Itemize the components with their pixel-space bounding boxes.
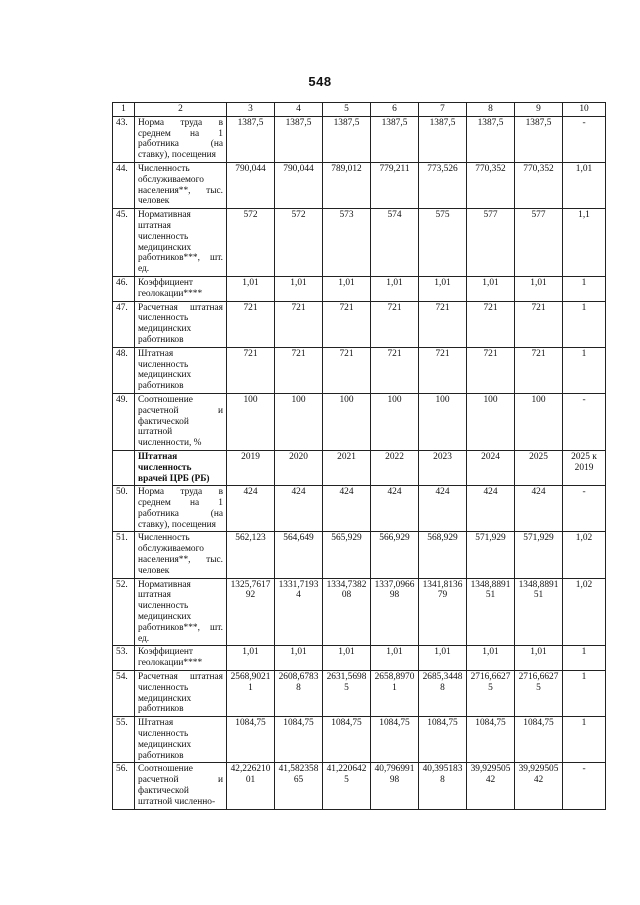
value-cell: 1084,75 [275,717,323,763]
value-cell: 424 [275,486,323,532]
value-cell: 1,01 [467,276,515,301]
row-label: Коэффициент геолокации**** [135,276,227,301]
section-title: Штатная численность врачей ЦРБ (РБ) [135,450,227,485]
value-cell: - [563,116,606,162]
table-row [113,717,606,763]
column-number: 4 [275,103,323,117]
value-cell: 566,929 [371,532,419,578]
table-row [113,347,606,393]
value-cell: 1 [563,276,606,301]
value-cell: 1,01 [563,162,606,208]
column-number: 10 [563,103,606,117]
value-cell: 424 [467,486,515,532]
value-cell: 770,352 [467,162,515,208]
value-cell: 721 [323,301,371,347]
value-cell: 424 [419,486,467,532]
value-cell: 1,1 [563,209,606,277]
table-row [113,276,606,301]
value-cell: 1,01 [275,646,323,671]
table-row [113,162,606,208]
value-cell: 1084,75 [419,717,467,763]
value-cell: 1084,75 [371,717,419,763]
value-cell: 721 [323,347,371,393]
value-cell: 1341,813679 [419,578,467,646]
row-number: 51. [113,532,135,578]
value-cell: 424 [371,486,419,532]
value-cell: 1,01 [371,646,419,671]
table-row [113,393,606,450]
value-cell: 1 [563,671,606,717]
value-cell: 1331,71934 [275,578,323,646]
column-number: 7 [419,103,467,117]
value-cell: 100 [275,393,323,450]
table-row [113,671,606,717]
value-cell: 2685,34488 [419,671,467,717]
value-cell: - [563,763,606,809]
value-cell: 1084,75 [323,717,371,763]
value-cell: 721 [419,347,467,393]
row-number: 47. [113,301,135,347]
value-cell: 1084,75 [227,717,275,763]
row-label: Нормативная штатная численность медицинских работников***, шт. ед. [135,209,227,277]
value-cell: 1,01 [227,646,275,671]
value-cell: 41,58235865 [275,763,323,809]
value-cell: 577 [515,209,563,277]
value-cell: 2716,66275 [467,671,515,717]
value-cell: 568,929 [419,532,467,578]
value-cell: 1,01 [323,276,371,301]
value-cell: 2568,90211 [227,671,275,717]
row-number: 48. [113,347,135,393]
value-cell: 790,044 [275,162,323,208]
row-label: Численность обслуживаемого населения**, тыс. человек [135,532,227,578]
row-label: Численность обслуживаемого населения**, тыс. человек [135,162,227,208]
year-cell: 2024 [467,450,515,485]
value-cell: 100 [371,393,419,450]
value-cell: 1337,096698 [371,578,419,646]
value-cell: 39,92950542 [515,763,563,809]
table-row [113,763,606,809]
value-cell: 1348,889151 [515,578,563,646]
value-cell: 721 [515,301,563,347]
table-row [113,209,606,277]
value-cell: 721 [227,347,275,393]
value-cell: 1,01 [371,276,419,301]
row-number: 52. [113,578,135,646]
value-cell: 40,3951838 [419,763,467,809]
value-cell: 721 [227,301,275,347]
value-cell: 1 [563,717,606,763]
value-cell: 1,01 [467,646,515,671]
column-number: 2 [135,103,227,117]
value-cell: 574 [371,209,419,277]
year-cell: 2025 к 2019 [563,450,606,485]
value-cell: 424 [515,486,563,532]
value-cell: 41,2206425 [323,763,371,809]
year-cell: 2019 [227,450,275,485]
column-number: 1 [113,103,135,117]
value-cell: 1 [563,646,606,671]
value-cell: 1387,5 [419,116,467,162]
value-cell: 1,02 [563,532,606,578]
value-cell: 100 [323,393,371,450]
row-label: Норма труда в среднем на 1 работника (на ставку), посещения [135,116,227,162]
value-cell: 572 [227,209,275,277]
value-cell: 100 [467,393,515,450]
column-number: 5 [323,103,371,117]
value-cell: 1,01 [419,276,467,301]
table-row [113,532,606,578]
year-cell: 2023 [419,450,467,485]
value-cell: 565,929 [323,532,371,578]
value-cell: 2631,56985 [323,671,371,717]
value-cell: 1387,5 [227,116,275,162]
value-cell: 1387,5 [275,116,323,162]
value-cell: 572 [275,209,323,277]
value-cell: 571,929 [515,532,563,578]
table-row [113,301,606,347]
value-cell: 40,79699198 [371,763,419,809]
column-number: 9 [515,103,563,117]
value-cell: 790,044 [227,162,275,208]
value-cell: 1334,738208 [323,578,371,646]
year-cell: 2020 [275,450,323,485]
value-cell: 721 [275,347,323,393]
value-cell: 1387,5 [371,116,419,162]
row-label: Расчетная штатная численность медицинских работников [135,301,227,347]
value-cell: 424 [227,486,275,532]
value-cell: 2608,67838 [275,671,323,717]
value-cell: 562,123 [227,532,275,578]
table-row [113,486,606,532]
row-number: 43. [113,116,135,162]
row-label: Коэффициент геолокации**** [135,646,227,671]
value-cell: 100 [515,393,563,450]
value-cell: 1,01 [419,646,467,671]
value-cell: 779,211 [371,162,419,208]
value-cell: 1 [563,347,606,393]
row-label: Норма труда в среднем на 1 работника (на ставку), посещения [135,486,227,532]
section-header-row [113,450,606,485]
value-cell: 1,01 [515,646,563,671]
value-cell: 1 [563,301,606,347]
row-number: 46. [113,276,135,301]
row-label: Нормативная штатная численность медицинских работников***, шт. ед. [135,578,227,646]
value-cell: 1325,761792 [227,578,275,646]
value-cell: 721 [419,301,467,347]
value-cell: 424 [323,486,371,532]
value-cell: 721 [467,347,515,393]
value-cell: 42,22621001 [227,763,275,809]
year-cell: 2022 [371,450,419,485]
value-cell: 1084,75 [467,717,515,763]
value-cell: 789,012 [323,162,371,208]
value-cell: 39,92950542 [467,763,515,809]
column-number: 3 [227,103,275,117]
row-number: 50. [113,486,135,532]
column-number-row [113,103,606,117]
column-number: 8 [467,103,515,117]
value-cell: 573 [323,209,371,277]
page-number: 548 [308,74,332,89]
value-cell: 571,929 [467,532,515,578]
table-row [113,116,606,162]
value-cell: 1,01 [323,646,371,671]
value-cell: 1,01 [515,276,563,301]
value-cell: 721 [371,347,419,393]
column-number: 6 [371,103,419,117]
value-cell: 1387,5 [515,116,563,162]
year-cell: 2025 [515,450,563,485]
value-cell: 721 [275,301,323,347]
value-cell: 1,01 [275,276,323,301]
row-number: 44. [113,162,135,208]
value-cell: 1348,889151 [467,578,515,646]
row-label: Расчетная штатная численность медицинских работников [135,671,227,717]
table-row [113,578,606,646]
row-label: Штатная численность медицинских работников [135,717,227,763]
value-cell: 773,526 [419,162,467,208]
row-number: 49. [113,393,135,450]
row-number: 55. [113,717,135,763]
value-cell: 100 [419,393,467,450]
row-number: 53. [113,646,135,671]
value-cell: 1,01 [227,276,275,301]
value-cell: - [563,486,606,532]
value-cell: 721 [467,301,515,347]
value-cell: 721 [515,347,563,393]
value-cell: - [563,393,606,450]
staffing-table [112,102,606,810]
value-cell: 2658,89701 [371,671,419,717]
empty-cell [113,450,135,485]
row-label: Соотношение расчетной и фактической штатной численности, % [135,393,227,450]
value-cell: 1,02 [563,578,606,646]
row-label: Штатная численность медицинских работников [135,347,227,393]
value-cell: 2716,66275 [515,671,563,717]
row-label: Соотношение расчетной и фактической штатной численно- [135,763,227,809]
value-cell: 1387,5 [323,116,371,162]
value-cell: 577 [467,209,515,277]
year-cell: 2021 [323,450,371,485]
value-cell: 770,352 [515,162,563,208]
value-cell: 1387,5 [467,116,515,162]
value-cell: 564,649 [275,532,323,578]
value-cell: 721 [371,301,419,347]
row-number: 56. [113,763,135,809]
table-row [113,646,606,671]
value-cell: 100 [227,393,275,450]
value-cell: 575 [419,209,467,277]
value-cell: 1084,75 [515,717,563,763]
row-number: 45. [113,209,135,277]
row-number: 54. [113,671,135,717]
